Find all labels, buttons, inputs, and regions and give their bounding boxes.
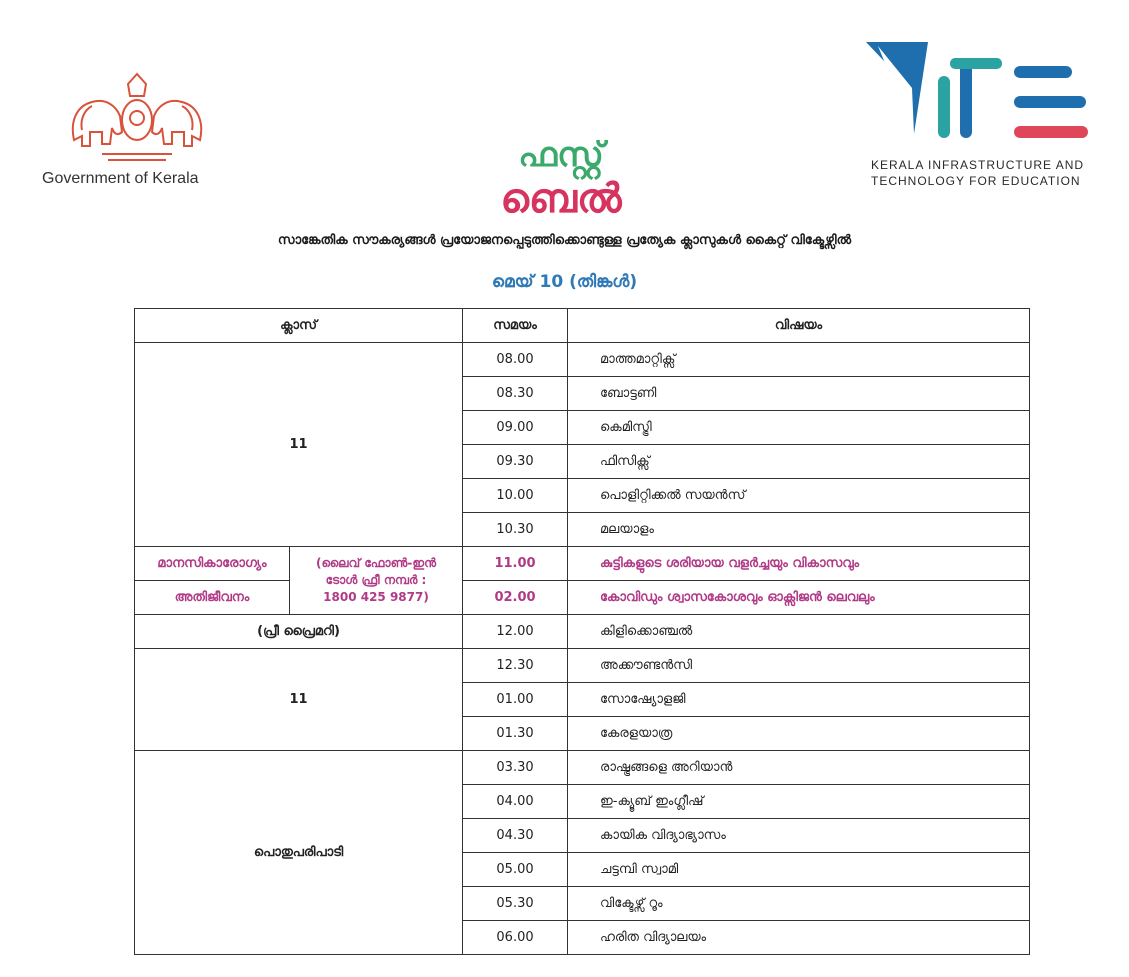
helpline-number: 1800 425 9877) bbox=[323, 590, 429, 604]
subject-cell: രാഷ്ട്രങ്ങളെ അറിയാൻ bbox=[568, 751, 1030, 785]
table-header-row bbox=[135, 309, 1030, 343]
subject-cell: അക്കൗണ്ടൻസി bbox=[568, 649, 1030, 683]
class-cell: 11 bbox=[135, 343, 463, 547]
schedule-table bbox=[134, 308, 1030, 955]
time-cell: 03.30 bbox=[463, 751, 568, 785]
page-title: സാങ്കേതിക സൗകര്യങ്ങൾ പ്രയോജനപ്പെടുത്തിക്കൊണ്ടുള്ള പ്രത്യേക ക്ലാസുകൾ കൈറ്റ് വിക്ടേഴ്സിൽ bbox=[277, 233, 852, 248]
subject-cell: ചട്ടമ്പി സ്വാമി bbox=[568, 853, 1030, 887]
kite-logo-icon bbox=[864, 38, 1096, 148]
header-subject: വിഷയം bbox=[568, 309, 1030, 343]
table-row bbox=[135, 615, 1030, 649]
subject-cell: ഇ-ക്യൂബ് ഇംഗ്ലീഷ് bbox=[568, 785, 1030, 819]
subject-cell: കേരളയാത്ര bbox=[568, 717, 1030, 751]
time-cell: 01.30 bbox=[463, 717, 568, 751]
time-cell: 05.00 bbox=[463, 853, 568, 887]
time-cell: 11.00 bbox=[463, 547, 568, 581]
subject-cell: കായിക വിദ്യാഭ്യാസം bbox=[568, 819, 1030, 853]
subject-cell: മാത്തമാറ്റിക്സ് bbox=[568, 343, 1030, 377]
class-cell: (പ്രീ പ്രൈമറി) bbox=[135, 615, 463, 649]
subject-cell: പൊളിറ്റിക്കൽ സയൻസ് bbox=[568, 479, 1030, 513]
subject-cell: ബോട്ടണി bbox=[568, 377, 1030, 411]
gov-caption: Government of Kerala bbox=[42, 170, 199, 187]
table-row bbox=[135, 581, 1030, 615]
time-cell: 12.30 bbox=[463, 649, 568, 683]
kite-caption-line1: KERALA INFRASTRUCTURE AND bbox=[871, 158, 1085, 172]
time-cell: 12.00 bbox=[463, 615, 568, 649]
time-cell: 10.00 bbox=[463, 479, 568, 513]
subject-cell: കോവിഡും ശ്വാസകോശവും ഓക്സിജൻ ലെവലും bbox=[568, 581, 1030, 615]
table-row bbox=[135, 343, 1030, 377]
subject-cell: സോഷ്യോളജി bbox=[568, 683, 1030, 717]
time-cell: 04.30 bbox=[463, 819, 568, 853]
schedule-date: മെയ് 10 (തിങ്കൾ) bbox=[491, 272, 638, 292]
time-cell: 04.00 bbox=[463, 785, 568, 819]
subject-cell: കിളിക്കൊഞ്ചൽ bbox=[568, 615, 1030, 649]
subject-cell: ഹരിത വിദ്യാലയം bbox=[568, 921, 1030, 955]
header-time: സമയം bbox=[463, 309, 568, 343]
svg-text:ബെൽ: ബെൽ bbox=[500, 176, 622, 220]
class-cell: പൊതുപരിപാടി bbox=[135, 751, 463, 955]
special-class-cell: അതിജീവനം bbox=[135, 581, 290, 615]
time-cell: 02.00 bbox=[463, 581, 568, 615]
first-bell-logo-icon bbox=[486, 124, 636, 220]
table-row bbox=[135, 649, 1030, 683]
helpline-cell bbox=[290, 547, 463, 615]
time-cell: 08.00 bbox=[463, 343, 568, 377]
header-class: ക്ലാസ് bbox=[135, 309, 463, 343]
special-class-cell: മാനസികാരോഗ്യം bbox=[135, 547, 290, 581]
time-cell: 01.00 bbox=[463, 683, 568, 717]
subject-cell: കുട്ടികളുടെ ശരിയായ വളർച്ചയും വികാസവും bbox=[568, 547, 1030, 581]
table-row bbox=[135, 547, 1030, 581]
time-cell: 09.30 bbox=[463, 445, 568, 479]
time-cell: 10.30 bbox=[463, 513, 568, 547]
time-cell: 05.30 bbox=[463, 887, 568, 921]
table-row bbox=[135, 751, 1030, 785]
time-cell: 09.00 bbox=[463, 411, 568, 445]
svg-text:ഫസ്റ്റ്: ഫസ്റ്റ് bbox=[518, 135, 604, 175]
kite-caption bbox=[871, 157, 1084, 189]
time-cell: 08.30 bbox=[463, 377, 568, 411]
kerala-emblem-icon bbox=[62, 70, 212, 166]
time-cell: 06.00 bbox=[463, 921, 568, 955]
subject-cell: ഫിസിക്സ് bbox=[568, 445, 1030, 479]
subject-cell: മലയാളം bbox=[568, 513, 1030, 547]
subject-cell: വിക്ടേഴ്സ് റൂം bbox=[568, 887, 1030, 921]
helpline-line: (ലൈവ് ഫോൺ-ഇൻ bbox=[315, 556, 437, 570]
kite-caption-line2: TECHNOLOGY FOR EDUCATION bbox=[871, 174, 1081, 188]
helpline-line: ടോൾ ഫ്രീ നമ്പർ : bbox=[325, 573, 427, 587]
class-cell: 11 bbox=[135, 649, 463, 751]
subject-cell: കെമിസ്ട്രി bbox=[568, 411, 1030, 445]
